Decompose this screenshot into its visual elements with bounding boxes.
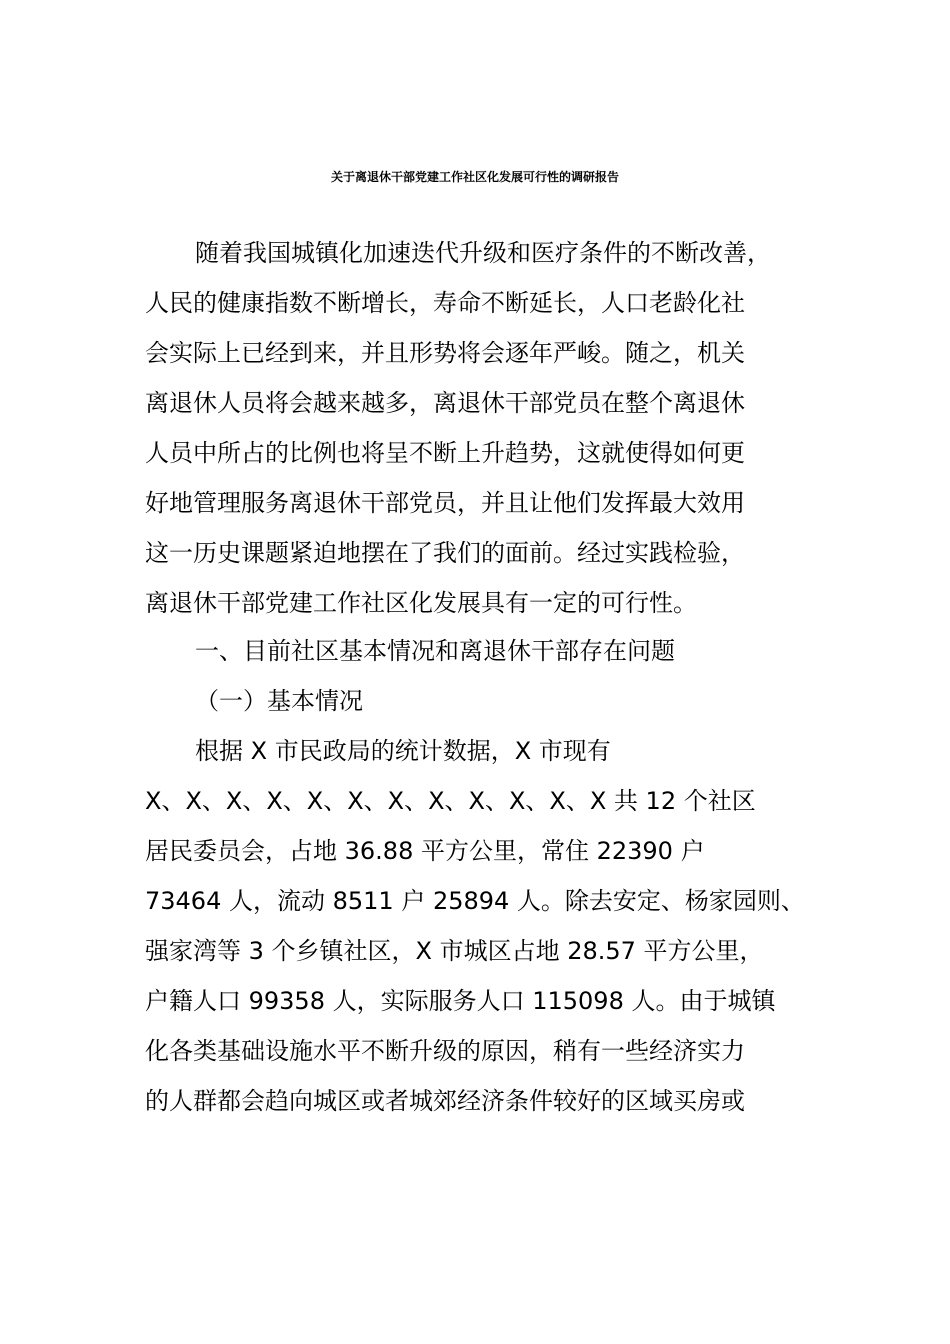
paragraph-line: 人民的健康指数不断增长，寿命不断延长，人口老龄化社	[145, 289, 745, 317]
paragraph-line: 人员中所占的比例也将呈不断上升趋势，这就使得如何更	[145, 439, 745, 467]
paragraph-line: 离退休干部党建工作社区化发展具有一定的可行性。	[145, 589, 697, 617]
paragraph-line: 73464 人，流动 8511 户 25894 人。除去安定、杨家园则、	[145, 887, 805, 915]
paragraph-line: 的人群都会趋向城区或者城郊经济条件较好的区域买房或	[145, 1087, 745, 1115]
subsection-heading: （一）基本情况	[195, 687, 363, 715]
section-heading: 一、目前社区基本情况和离退休干部存在问题	[195, 637, 675, 665]
paragraph-line: 会实际上已经到来，并且形势将会逐年严峻。随之，机关	[145, 339, 745, 367]
paragraph-line: 这一历史课题紧迫地摆在了我们的面前。经过实践检验，	[145, 539, 745, 567]
paragraph-line: 根据 X 市民政局的统计数据，X 市现有	[195, 737, 611, 765]
document-title: 关于离退休干部党建工作社区化发展可行性的调研报告	[330, 170, 619, 184]
paragraph-line: 强家湾等 3 个乡镇社区，X 市城区占地 28.57 平方公里，	[145, 937, 764, 965]
paragraph-line: 居民委员会，占地 36.88 平方公里，常住 22390 户	[145, 837, 705, 865]
paragraph-line: 好地管理服务离退休干部党员，并且让他们发挥最大效用	[145, 489, 745, 517]
paragraph-line: 化各类基础设施水平不断升级的原因，稍有一些经济实力	[145, 1037, 745, 1065]
paragraph-line: 随着我国城镇化加速迭代升级和医疗条件的不断改善，	[195, 239, 771, 267]
paragraph-line: 离退休人员将会越来越多，离退休干部党员在整个离退休	[145, 389, 745, 417]
paragraph-line: X、X、X、X、X、X、X、X、X、X、X、X 共 12 个社区	[145, 787, 756, 815]
paragraph-line: 户籍人口 99358 人，实际服务人口 115098 人。由于城镇	[145, 987, 776, 1015]
